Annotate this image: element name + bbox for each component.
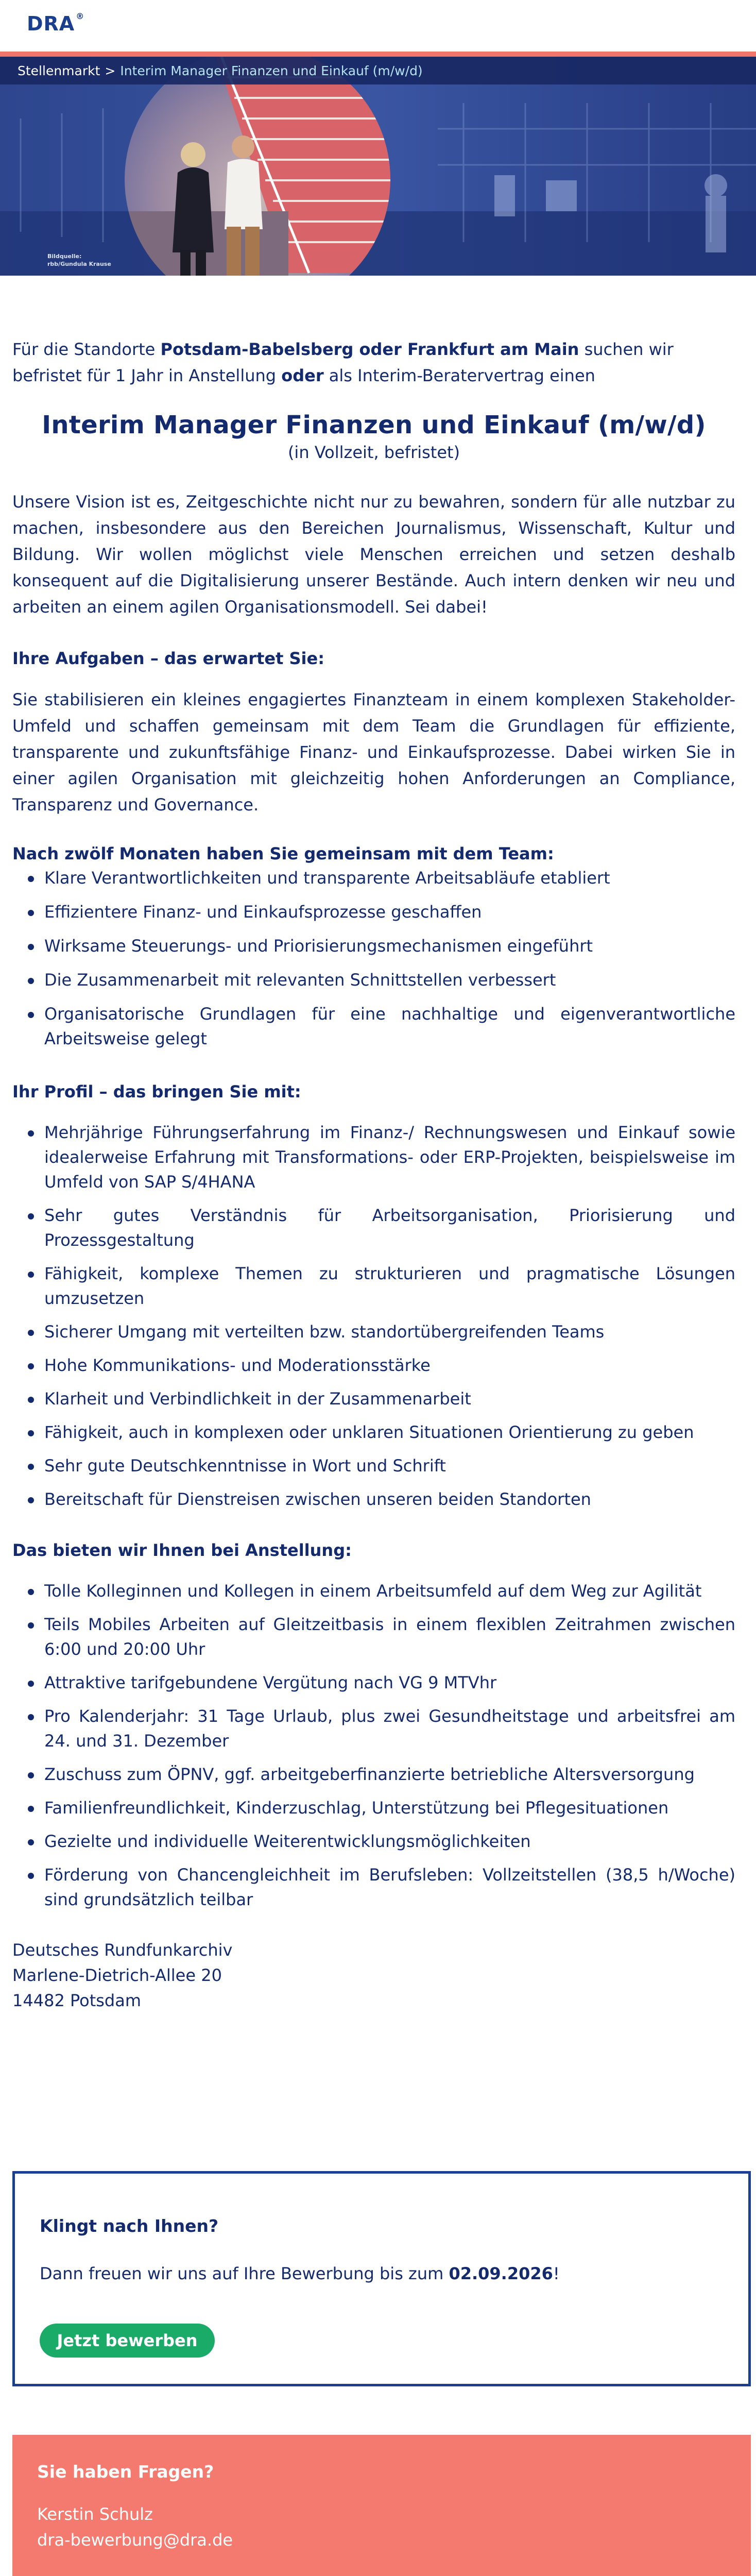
- goals-heading: Nach zwölf Monaten haben Sie gemeinsam mit dem Team:: [12, 844, 554, 863]
- list-item: Förderung von Chancengleichheit im Berufsleben: Vollzeitstellen (38,5 h/Woche) sind grundsätzlich teilbar: [12, 1862, 735, 1912]
- list-item: Klarheit und Verbindlichkeit in der Zusammenarbeit: [12, 1386, 735, 1411]
- list-item: Zuschuss zum ÖPNV, ggf. arbeitgeberfinanzierte betriebliche Altersversorgung: [12, 1762, 735, 1787]
- photo-credit: Bildquelle: rbb/Gundula Krause: [47, 253, 111, 267]
- intro-text: Für die Standorte Potsdam-Babelsberg oder Frankfurt am Main suchen wir befristet für 1 Jahr in Anstellung oder als Interim-Beratervertrag einen: [12, 340, 674, 385]
- apply-deadline: 02.09.2026: [449, 2264, 553, 2283]
- hero-banner: [0, 57, 756, 276]
- list-item: Sicherer Umgang mit verteilten bzw. standortübergreifenden Teams: [12, 1319, 735, 1344]
- address-org: Deutsches Rundfunkarchiv: [12, 1940, 233, 1960]
- tasks-paragraph: Sie stabilisieren ein kleines engagiertes Finanzteam in einem komplexen Stakeholder-Umfeld und schaffen gemeinsam mit dem Team die Grundlagen für effiziente, transparente und zukunftsfähige Finanz- und Einkaufsprozesse. Dabei wirken Sie in einer agilen Organisation mit gleichzeitig hohen Anforderungen an Compliance, Transparenz und Governance.: [12, 690, 735, 815]
- list-item: Bereitschaft für Dienstreisen zwischen unseren beiden Standorten: [12, 1487, 735, 1512]
- vision-paragraph: Unsere Vision ist es, Zeitgeschichte nicht nur zu bewahren, sondern für alle nutzbar zu machen, insbesondere aus den Bereichen Journalismus, Wissenschaft, Kultur und Bildung. Wir wollen möglichst viele Menschen erreichen und setzen deshalb konsequent auf die Digitalisierung unserer Bestände. Auch intern denken wir neu und arbeiten an einem agilen Organisationsmodell. Sei dabei!: [12, 492, 735, 617]
- site-header: [0, 0, 756, 52]
- list-item: Attraktive tarifgebundene Vergütung nach VG 9 MTVhr: [12, 1670, 735, 1695]
- list-item: Fähigkeit, komplexe Themen zu strukturieren und pragmatische Lösungen umzusetzen: [12, 1261, 735, 1311]
- contact-name: Kerstin Schulz: [37, 2504, 153, 2524]
- job-title: Interim Manager Finanzen und Einkauf (m/w/d): [42, 411, 706, 439]
- apply-text: Dann freuen wir uns auf Ihre Bewerbung bis zum 02.09.2026!: [40, 2264, 560, 2283]
- apply-box: [12, 2171, 751, 2386]
- breadcrumb-stellenmarkt-link[interactable]: Stellenmarkt: [18, 63, 100, 78]
- list-item: Effizientere Finanz- und Einkaufsprozesse geschaffen: [12, 900, 735, 924]
- dra-logo[interactable]: DRA ®: [27, 11, 85, 35]
- breadcrumb-current-page: Interim Manager Finanzen und Einkauf (m/w/d): [120, 63, 423, 78]
- contact-heading: Sie haben Fragen?: [37, 2462, 214, 2482]
- list-item: Hohe Kommunikations- und Moderationsstärke: [12, 1353, 735, 1378]
- profile-list: [12, 1120, 735, 1512]
- list-item: Die Zusammenarbeit mit relevanten Schnittstellen verbessert: [12, 968, 735, 992]
- list-item: Familienfreundlichkeit, Kinderzuschlag, Unterstützung bei Pflegesituationen: [12, 1795, 735, 1820]
- apply-now-button[interactable]: Jetzt bewerben: [40, 2324, 215, 2358]
- job-posting-content: [12, 276, 735, 2013]
- list-item: Fähigkeit, auch in komplexen oder unklaren Situationen Orientierung zu geben: [12, 1420, 735, 1445]
- list-item: Teils Mobiles Arbeiten auf Gleitzeitbasis in einem flexiblen Zeitrahmen zwischen 6:00 und 20:00 Uhr: [12, 1612, 735, 1662]
- goals-list: [12, 866, 735, 1051]
- offer-list: [12, 1579, 735, 1912]
- hero-photo: [0, 57, 756, 276]
- contact-email-link[interactable]: dra-bewerbung@dra.de: [37, 2530, 233, 2550]
- job-subtitle: (in Vollzeit, befristet): [287, 443, 460, 462]
- list-item: Tolle Kolleginnen und Kollegen in einem Arbeitsumfeld auf dem Weg zur Agilität: [12, 1579, 735, 1603]
- list-item: Klare Verantwortlichkeiten und transparente Arbeitsabläufe etabliert: [12, 866, 735, 890]
- list-item: Organisatorische Grundlagen für eine nachhaltige und eigenverantwortliche Arbeitsweise gelegt: [12, 1002, 735, 1051]
- address-street: Marlene-Dietrich-Allee 20: [12, 1965, 222, 1985]
- list-item: Wirksame Steuerungs- und Priorisierungsmechanismen eingeführt: [12, 934, 735, 958]
- address-city: 14482 Potsdam: [12, 1991, 142, 2010]
- accent-strip: [0, 52, 756, 57]
- list-item: Sehr gute Deutschkenntnisse in Wort und Schrift: [12, 1453, 735, 1478]
- tasks-heading: Ihre Aufgaben – das erwartet Sie:: [12, 649, 325, 668]
- address-block: [12, 1938, 735, 2013]
- list-item: Sehr gutes Verständnis für Arbeitsorganisation, Priorisierung und Prozessgestaltung: [12, 1203, 735, 1252]
- apply-heading: Klingt nach Ihnen?: [40, 2216, 219, 2236]
- profile-heading: Ihr Profil – das bringen Sie mit:: [12, 1082, 301, 1101]
- list-item: Pro Kalenderjahr: 31 Tage Urlaub, plus zwei Gesundheitstage und arbeitsfrei am 24. und 31. Dezember: [12, 1704, 735, 1753]
- list-item: Mehrjährige Führungserfahrung im Finanz-/ Rechnungswesen und Einkauf sowie idealerweise Erfahrung mit Transformations- oder ERP-Projekten, beispielsweise im Umfeld von SAP S/4HANA: [12, 1120, 735, 1194]
- contact-box: [12, 2435, 751, 2576]
- breadcrumb: [0, 57, 756, 84]
- list-item: Gezielte und individuelle Weiterentwicklungsmöglichkeiten: [12, 1829, 735, 1854]
- offer-heading: Das bieten wir Ihnen bei Anstellung:: [12, 1540, 352, 1560]
- breadcrumb-separator: >: [105, 63, 116, 78]
